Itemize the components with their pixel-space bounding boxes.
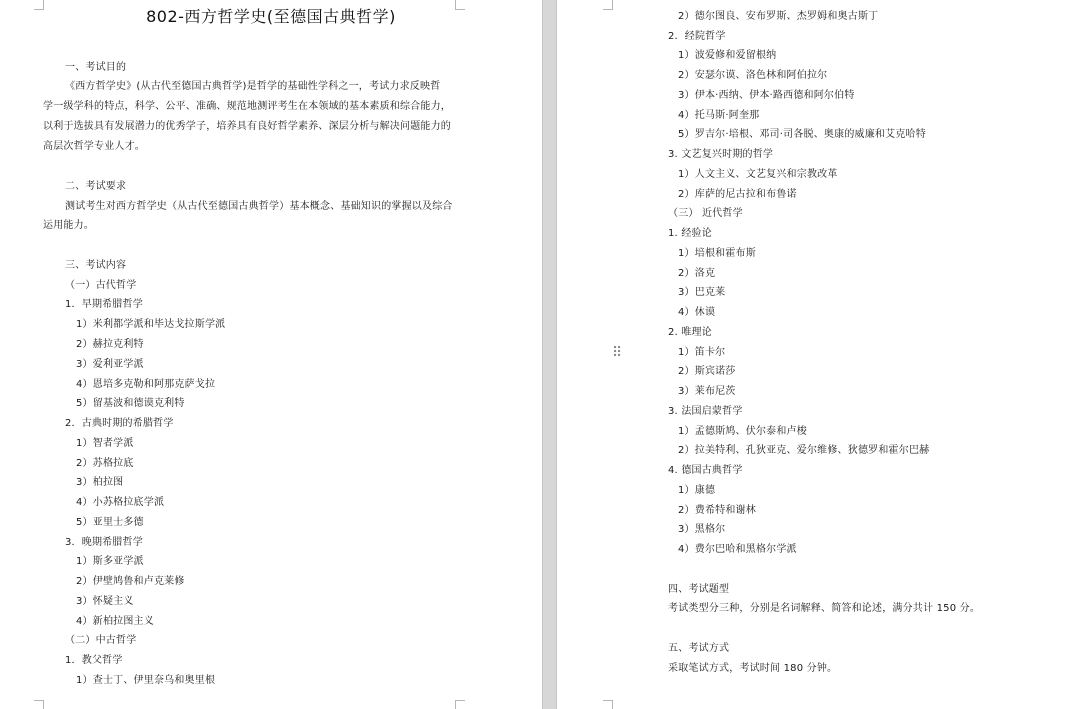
page-corner-mark (603, 0, 613, 10)
paragraph-line: 采取笔试方式，考试时间 180 分钟。 (668, 663, 838, 674)
list-item: 2）德尔图良、安布罗斯、杰罗姆和奥古斯丁 (678, 11, 879, 22)
list-item: 2）拉美特利、孔狄亚克、爱尔维修、狄德罗和霍尔巴赫 (678, 445, 930, 456)
paragraph-line: 高层次哲学专业人才。 (43, 141, 145, 152)
paragraph-line: 学一级学科的特点，科学、公平、准确、规范地测评考生在本领域的基本素质和综合能力， (43, 101, 451, 112)
paragraph-line: 以利于选拔具有发展潜力的优秀学子，培养具有良好哲学素养、深层分析与解决问题能力的 (43, 121, 451, 132)
list-item: 4）小苏格拉底学派 (76, 497, 165, 508)
list-item: 2）洛克 (678, 268, 716, 279)
list-item: 2）安瑟尔谟、洛色林和阿伯拉尔 (678, 70, 828, 81)
section-heading-purpose: 一、考试目的 (65, 62, 127, 73)
subsection-ancient: （一）古代哲学 (65, 280, 137, 291)
list-item: 3）伊本·西纳、伊本·路西德和阿尔伯特 (678, 90, 855, 101)
topic-heading: 1．早期希腊哲学 (65, 299, 143, 310)
list-item: 1）孟德斯鸠、伏尔泰和卢梭 (678, 426, 807, 437)
list-item: 1）康德 (678, 485, 716, 496)
page-corner-mark (603, 700, 613, 709)
list-item: 2）费希特和谢林 (678, 505, 756, 516)
list-item: 4）恩培多克勒和阿那克萨戈拉 (76, 379, 216, 390)
topic-heading: 2．经院哲学 (668, 31, 726, 42)
topic-heading: 4. 德国古典哲学 (668, 465, 743, 476)
list-item: 1）查士丁、伊里奈乌和奥里根 (76, 675, 216, 686)
paragraph-line: 测试考生对西方哲学史（从古代至德国古典哲学）基本概念、基础知识的掌握以及综合 (65, 201, 453, 212)
list-item: 3）柏拉图 (76, 477, 124, 488)
paragraph-line: 《西方哲学史》(从古代至德国古典哲学)是哲学的基础性学科之一，考试力求反映哲 (65, 81, 441, 92)
list-item: 2）伊壁鸠鲁和卢克莱修 (76, 576, 185, 587)
paragraph-line: 考试类型分三种，分别是名词解释、简答和论述，满分共计 150 分。 (668, 603, 981, 614)
list-item: 3）怀疑主义 (76, 596, 134, 607)
topic-heading: 3. 文艺复兴时期的哲学 (668, 149, 774, 160)
drag-handle-icon[interactable]: ⠿ (612, 345, 623, 361)
subsection-medieval: （二）中古哲学 (65, 635, 137, 646)
list-item: 1）波爱修和爱留根纳 (678, 50, 777, 61)
section-heading-question-types: 四、考试题型 (668, 584, 730, 595)
section-heading-exam-method: 五、考试方式 (668, 643, 730, 654)
list-item: 5）留基波和德谟克利特 (76, 398, 185, 409)
topic-heading: 3. 法国启蒙哲学 (668, 406, 743, 417)
list-item: 1）人文主义、文艺复兴和宗教改革 (678, 169, 838, 180)
list-item: 5）罗吉尔·培根、邓司·司各脱、奥康的威廉和艾克哈特 (678, 129, 926, 140)
topic-heading: 3．晚期希腊哲学 (65, 537, 143, 548)
list-item: 1）斯多亚学派 (76, 556, 144, 567)
page-gap (542, 0, 557, 709)
list-item: 2）苏格拉底 (76, 458, 134, 469)
list-item: 4）托马斯·阿奎那 (678, 110, 760, 121)
document-title: 802-西方哲学史(至德国古典哲学) (146, 7, 396, 26)
list-item: 5）亚里士多德 (76, 517, 144, 528)
list-item: 3）黑格尔 (678, 524, 726, 535)
list-item: 3）莱布尼茨 (678, 386, 736, 397)
list-item: 1）米利都学派和毕达戈拉斯学派 (76, 319, 226, 330)
list-item: 2）斯宾诺莎 (678, 366, 736, 377)
list-item: 2）库萨的尼古拉和布鲁诺 (678, 189, 797, 200)
topic-heading: 2. 唯理论 (668, 327, 712, 338)
page-corner-mark (34, 700, 44, 709)
list-item: 3）巴克莱 (678, 287, 726, 298)
paragraph-line: 运用能力。 (43, 220, 94, 231)
topic-heading: 2．古典时期的希腊哲学 (65, 418, 174, 429)
list-item: 4）费尔巴哈和黑格尔学派 (678, 544, 797, 555)
list-item: 4）新柏拉图主义 (76, 616, 154, 627)
subsection-modern: （三） 近代哲学 (668, 208, 743, 219)
list-item: 1）笛卡尔 (678, 347, 726, 358)
document-page-right (557, 0, 1080, 709)
list-item: 1）培根和霍布斯 (678, 248, 756, 259)
list-item: 1）智者学派 (76, 438, 134, 449)
topic-heading: 1．教父哲学 (65, 655, 123, 666)
topic-heading: 1. 经验论 (668, 228, 712, 239)
section-heading-content: 三、考试内容 (65, 260, 127, 271)
list-item: 3）爱利亚学派 (76, 359, 144, 370)
section-heading-requirements: 二、考试要求 (65, 181, 127, 192)
list-item: 4）休谟 (678, 307, 716, 318)
list-item: 2）赫拉克利特 (76, 339, 144, 350)
page-corner-mark (455, 700, 465, 709)
